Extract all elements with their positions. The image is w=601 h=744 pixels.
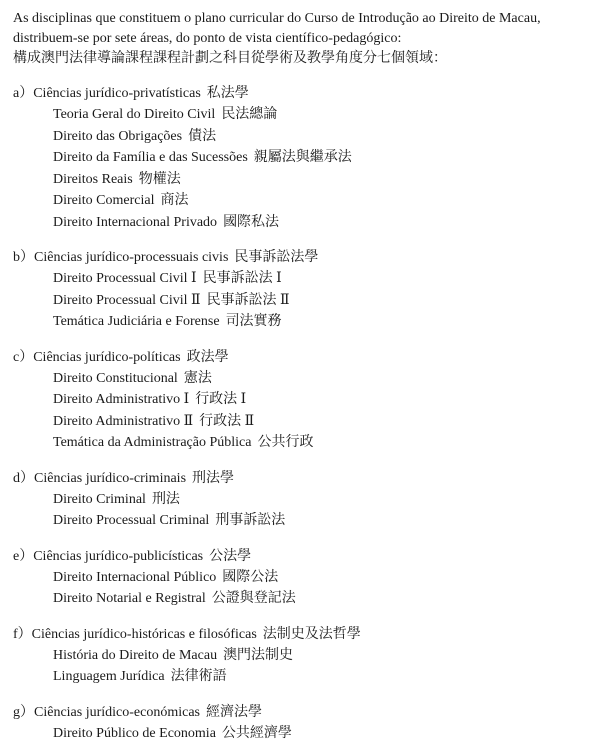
course-item	[53, 666, 591, 688]
course-item	[53, 190, 591, 212]
group-letter: b）	[13, 247, 34, 268]
group-heading	[13, 247, 591, 268]
course-name-portuguese: Direito Criminal	[53, 492, 146, 507]
course-list	[53, 645, 591, 688]
course-name-portuguese: Linguagem Jurídica	[53, 669, 165, 684]
course-name-portuguese: Direito Internacional Público	[53, 570, 216, 585]
course-name-portuguese: Direito Público de Economia	[53, 726, 216, 741]
course-item	[53, 432, 591, 454]
course-name-chinese: 憲法	[184, 371, 212, 386]
course-name-portuguese: Direito Internacional Privado	[53, 215, 217, 230]
group-heading	[13, 624, 591, 645]
course-name-portuguese: História do Direito de Macau	[53, 648, 217, 663]
course-name-portuguese: Direito Administrativo Ⅰ	[53, 392, 189, 407]
discipline-group	[13, 83, 591, 233]
course-name-portuguese: Direito Administrativo Ⅱ	[53, 414, 193, 429]
course-name-chinese: 刑法	[152, 492, 180, 507]
course-name-portuguese: Direito das Obrigações	[53, 129, 182, 144]
course-name-chinese: 公共經濟學	[222, 726, 292, 741]
group-title: Ciências jurídico-políticas	[33, 350, 180, 365]
group-letter: e）	[13, 546, 33, 567]
course-name-portuguese: Direito Processual Civil Ⅰ	[53, 271, 197, 286]
group-title: Ciências jurídico-históricas e filosóficas	[32, 627, 257, 642]
intro-line-3: 構成澳門法律導論課程課程計劃之科目從學術及教學角度分七個領域：	[13, 49, 591, 69]
course-list	[53, 567, 591, 610]
group-heading	[13, 347, 591, 368]
group-letter: a）	[13, 83, 33, 104]
discipline-groups	[13, 83, 591, 744]
course-name-portuguese: Teoria Geral do Direito Civil	[53, 107, 215, 122]
course-name-chinese: 民法總論	[221, 107, 277, 122]
group-letter: c）	[13, 347, 33, 368]
group-letter: d）	[13, 468, 34, 489]
group-title-chinese: 私法學	[207, 86, 249, 101]
course-item	[53, 104, 591, 126]
course-name-portuguese: Direito da Família e das Sucessões	[53, 150, 248, 165]
course-name-chinese: 國際私法	[223, 215, 279, 230]
course-list	[53, 368, 591, 454]
course-item	[53, 268, 591, 290]
course-name-chinese: 法律術語	[171, 669, 227, 684]
course-name-portuguese: Temática da Administração Pública	[53, 435, 251, 450]
group-title-chinese: 民事訴訟法學	[234, 250, 318, 265]
course-item	[53, 212, 591, 234]
group-title: Ciências jurídico-económicas	[34, 705, 200, 720]
course-item	[53, 389, 591, 411]
course-item	[53, 489, 591, 511]
course-name-portuguese: Direito Comercial	[53, 193, 154, 208]
course-list	[53, 268, 591, 333]
course-name-portuguese: Direito Constitucional	[53, 371, 178, 386]
group-title-chinese: 公法學	[209, 549, 251, 564]
course-list	[53, 104, 591, 233]
course-item	[53, 368, 591, 390]
discipline-group	[13, 468, 591, 532]
intro-line-1: As disciplinas que constituem o plano curricular do Curso de Introdução ao Direito de Macau,	[13, 9, 591, 29]
group-letter: f）	[13, 624, 32, 645]
course-name-chinese: 物權法	[139, 172, 181, 187]
group-title: Ciências jurídico-privatísticas	[33, 86, 201, 101]
course-item	[53, 411, 591, 433]
group-title: Ciências jurídico-processuais civis	[34, 250, 228, 265]
group-heading	[13, 702, 591, 723]
course-item	[53, 645, 591, 667]
group-heading	[13, 468, 591, 489]
group-title-chinese: 經濟法學	[206, 705, 262, 720]
course-item	[53, 126, 591, 148]
course-name-portuguese: Direito Notarial e Registral	[53, 591, 206, 606]
group-letter: g）	[13, 702, 34, 723]
course-name-portuguese: Direito Processual Civil Ⅱ	[53, 293, 201, 308]
course-list	[53, 723, 591, 744]
group-title-chinese: 刑法學	[192, 471, 234, 486]
course-name-chinese: 國際公法	[222, 570, 278, 585]
course-name-chinese: 行政法 Ⅱ	[199, 414, 254, 429]
discipline-group	[13, 347, 591, 454]
course-name-portuguese: Direitos Reais	[53, 172, 133, 187]
group-title-chinese: 法制史及法哲學	[263, 627, 361, 642]
course-name-chinese: 司法實務	[226, 314, 282, 329]
course-name-chinese: 商法	[160, 193, 188, 208]
course-name-chinese: 民事訴訟法 Ⅰ	[203, 271, 282, 286]
discipline-group	[13, 546, 591, 610]
course-item	[53, 510, 591, 532]
course-item	[53, 311, 591, 333]
discipline-group	[13, 702, 591, 744]
course-name-chinese: 民事訴訟法 Ⅱ	[207, 293, 290, 308]
course-item	[53, 567, 591, 589]
course-name-chinese: 債法	[188, 129, 216, 144]
discipline-group	[13, 247, 591, 333]
course-name-portuguese: Direito Processual Criminal	[53, 513, 209, 528]
intro-paragraph	[13, 9, 591, 69]
group-heading	[13, 546, 591, 567]
course-item	[53, 147, 591, 169]
group-heading	[13, 83, 591, 104]
group-title: Ciências jurídico-publicísticas	[33, 549, 203, 564]
course-name-chinese: 行政法 Ⅰ	[195, 392, 246, 407]
course-name-portuguese: Temática Judiciária e Forense	[53, 314, 220, 329]
course-item	[53, 169, 591, 191]
discipline-group	[13, 624, 591, 688]
group-title-chinese: 政法學	[187, 350, 229, 365]
intro-line-2: distribuem-se por sete áreas, do ponto de vista científico-pedagógico:	[13, 29, 591, 49]
course-item	[53, 290, 591, 312]
course-name-chinese: 親屬法與繼承法	[254, 150, 352, 165]
course-item	[53, 723, 591, 744]
course-name-chinese: 公證與登記法	[212, 591, 296, 606]
course-list	[53, 489, 591, 532]
group-title: Ciências jurídico-criminais	[34, 471, 186, 486]
course-item	[53, 588, 591, 610]
course-name-chinese: 公共行政	[257, 435, 313, 450]
course-name-chinese: 刑事訴訟法	[215, 513, 285, 528]
course-name-chinese: 澳門法制史	[223, 648, 293, 663]
